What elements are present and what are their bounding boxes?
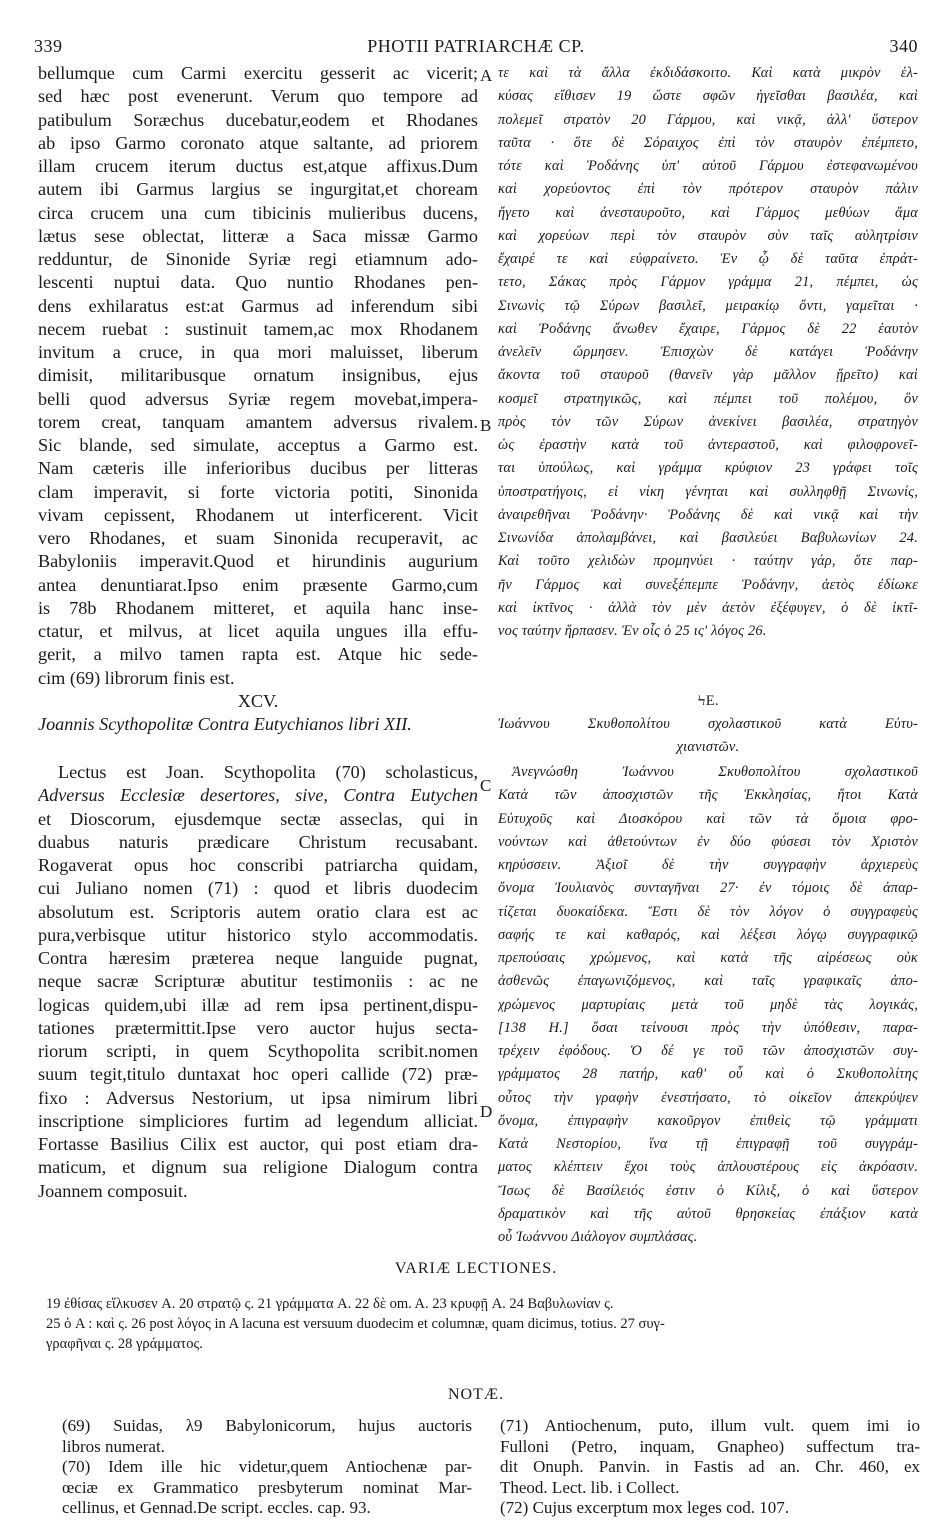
note-line: Theod. Lect. lib. i Collect. bbox=[500, 1477, 680, 1497]
latin-line: lescenti nuptui data. Quo nuntio Rhodanes pen- bbox=[38, 272, 478, 293]
latin-line: Nam cæteris ille inferioribus ducibus per litteras bbox=[38, 458, 478, 479]
greek-line: ἄκοντα τοῦ σταυροῦ (θανεῖν γὰρ μᾶλλον ᾕρεῖτο) καὶ bbox=[498, 367, 918, 384]
latin-line: dens exhilaratus est:at Garmus ad inferendum sibi bbox=[38, 295, 478, 316]
greek-line: τότε καὶ Ῥοδάνης ὑπ' αὐτοῦ Γάρμου ἐστεφανωμένου bbox=[498, 158, 918, 174]
latin-line: circa crucem una cum tibicinis mulieribus ducens, bbox=[38, 202, 478, 223]
greek-line: Σινωνίδα ἀπολαμβάνει, καὶ βασιλεύει Βαβυλωνίων 24. bbox=[498, 530, 918, 546]
greek-line: τε καὶ τὰ ἄλλα ἐκδιδάσκοιτο. Καὶ κατὰ μικρὸν ἑλ- bbox=[498, 65, 918, 81]
greek-line: πρεπούσαις χρώμενος, καὶ κατὰ τῆς αἱρέσεως οὐκ bbox=[498, 950, 918, 966]
latin-line: is 78b Rhodanem mitteret, et aquila hanc inse- bbox=[38, 597, 478, 618]
variant-line: 25 ὁ A : καὶ ς. 26 post λόγος in A lacuna est versuum duodecim et columnæ, quam dicimus, totius. 27 συγ- bbox=[46, 1316, 665, 1332]
greek-line: ὄνομα Ἰουλιανὸς συνταγῆναι 27· ἐν τόμοις δὲ ἀπαρ- bbox=[498, 880, 918, 897]
note-line: libros numerat. bbox=[62, 1436, 165, 1456]
note-line: (72) Cujus excerptum mox leges cod. 107. bbox=[500, 1498, 789, 1517]
greek-line: νούντων καὶ ἀθετούντων ἐν δύο φύσεσι τὸν Χριστὸν bbox=[498, 833, 918, 850]
latin-text-bottom bbox=[38, 761, 478, 1203]
latin-line: pura,verbisque utitur historico stylo accommodatis. bbox=[38, 924, 478, 945]
latin-line: Rogaverat opus hoc conscribi patriarcha quidam, bbox=[38, 855, 478, 875]
greek-line: [138 H.] ὅσαι τείνουσι πρὸς τὴν ὑπόθεσιν, παρα- bbox=[498, 1019, 918, 1036]
greek-text-top bbox=[498, 62, 918, 643]
latin-line: riorum scripti, in quem Scythopolita scribit.nomen bbox=[38, 1041, 478, 1061]
variae-lectiones bbox=[46, 1294, 926, 1354]
greek-line: Σινωνὶς τῷ Σύρων βασιλεῖ, μειρακίῳ ὄντι, γαμεῖται · bbox=[498, 297, 918, 314]
notae-heading: NOTÆ. bbox=[447, 1386, 505, 1403]
latin-line: redduntur, de Sinonide Syriæ regi etiamnum ado- bbox=[38, 249, 478, 269]
latin-line: absolutum est. Scriptoris autem oratio clara est ac bbox=[38, 901, 478, 922]
latin-line: patibulum Soræchus ducebatur,eodem et Rhodanes bbox=[38, 109, 478, 130]
margin-marker-a: A bbox=[480, 66, 493, 85]
margin-marker-d: D bbox=[480, 1102, 493, 1121]
greek-line: καὶ χορεύων περὶ τὸν σταυρὸν σὺν ταῖς αὐλητρίσιν bbox=[498, 227, 918, 244]
latin-line: Adversus Ecclesiæ desertores, sive, Contra Eutychen bbox=[38, 785, 478, 806]
greek-line: ὄνομα, ἐπιγραφὴν κακοῦργον ἐπιθεὶς τῷ γράμματι bbox=[498, 1112, 918, 1129]
greek-line: τρέχειν ἐφόδους. Ὁ δέ γε τοῦ τῶν ἀποσχιστῶν συγ- bbox=[498, 1043, 918, 1059]
greek-line: οὗ Ἰωάννου Διάλογον συμπλάσας. bbox=[498, 1229, 698, 1245]
greek-line: τετο, Σάκας πρὸς Γάρμον γράμμα 21, πέμπει, ὡς bbox=[498, 274, 918, 291]
latin-line: dimisit, militaribusque ornatum insignibus, ejus bbox=[38, 365, 478, 386]
latin-line: duabus naturis prædicare Christum recusabant. bbox=[38, 831, 478, 852]
note-line: (71) Antiochenum, puto, illum vult. quem imi io bbox=[500, 1416, 920, 1435]
greek-chapter-number: ϞΕ. bbox=[697, 693, 719, 709]
greek-line: ἀναιρεθῆναι Ῥοδάνην· Ῥοδάνης δὲ καὶ νικᾷ καὶ τὴν bbox=[498, 506, 918, 523]
latin-line: Joannem composuit. bbox=[38, 1180, 188, 1201]
greek-line: Ἀνεγνώσθη Ἰωάννου Σκυθοπολίτου σχολαστικοῦ bbox=[512, 764, 918, 780]
greek-line: οὗτος τὴν γραφὴν ἐνεστήσατο, τὸ οἰκεῖον ἀπεκρύψεν bbox=[498, 1089, 918, 1106]
margin-marker-c: C bbox=[480, 776, 492, 795]
latin-line: ctatur, et milvus, at licet aquila ungues illa effu- bbox=[38, 621, 478, 641]
greek-line: ἀσθενῶς ἐπαγωνιζόμενος, καὶ ταῖς γραφικαῖς ἀπο- bbox=[498, 973, 918, 990]
note-line: cellinus, et Gennad.De script. eccles. cap. 93. bbox=[62, 1498, 371, 1517]
greek-line: Ἴσως δὲ Βασίλειός ἐστιν ὁ Κίλιξ, ὁ καὶ ὕστερον bbox=[498, 1182, 918, 1199]
greek-line: κύσας εἴθισεν 19 ὥστε σφῶν ἡγεῖσθαι βασιλέα, καὶ bbox=[498, 88, 918, 105]
running-title: PHOTII PATRIARCHÆ CP. bbox=[367, 36, 585, 56]
greek-line: σαφής τε καὶ καθαρός, καὶ λέξεσι λόγῳ συγγραφικῷ bbox=[498, 926, 918, 943]
greek-line: ῆν Γάρμος καὶ συνεξέπεμπε Ῥοδάνην, ἀετὸς ἐδίωκε bbox=[498, 576, 918, 593]
latin-line: antea denuntiarat.Ipso enim præsente Garmo,cum bbox=[38, 574, 478, 595]
latin-line: fixo : Adversus Nestorium, ut ipsa nimirum libri bbox=[38, 1087, 478, 1108]
greek-text-bottom bbox=[498, 761, 918, 1249]
latin-text-top bbox=[38, 62, 478, 690]
latin-line: ab ipso Garmo coronato atque saltante, ad priorem bbox=[38, 132, 478, 153]
latin-line: Contra hæresim præterea neque languide pugnat, bbox=[38, 948, 478, 968]
greek-line: ἀνελεῖν ὥρμησεν. Ἐπισχὼν δὲ κατάγει Ῥοδάνην bbox=[498, 344, 918, 360]
greek-line: Καὶ τοῦτο χελιδὼν προμηνύει · ταύτην γάρ, ὅτε παρ- bbox=[498, 553, 918, 570]
latin-line: bellumque cum Carmi exercitu gesserit ac vicerit; bbox=[38, 63, 478, 83]
latin-line: suum tegit,titulo duntaxat hoc operi callide (72) præ- bbox=[38, 1064, 478, 1085]
greek-title-line: Ἰωάννου Σκυθοπολίτου σχολαστικοῦ κατὰ Εὐτυ- bbox=[498, 716, 918, 732]
greek-line: Εὐτυχοῦς καὶ Διοσκόρου καὶ τῶν τὰ ὅμοια φρο- bbox=[498, 810, 918, 827]
latin-line: Babyloniis imperavit.Quod et hirundinis augurium bbox=[38, 551, 478, 572]
greek-line: πολεμεῖ στρατὸν 20 Γάρμου, καὶ νικᾷ, ἀλλ' ὕστερον bbox=[498, 111, 918, 128]
greek-chapter-title bbox=[498, 713, 918, 760]
greek-line: χρώμενος μαρτυρίαις μετὰ τοῦ μηδὲ τὰς λογικάς, bbox=[498, 996, 918, 1013]
greek-line: ὡς ἐραστὴν κατὰ τοῦ ἀντεραστοῦ, καὶ φιλοφρονεῖ- bbox=[498, 437, 918, 453]
latin-line: illam crucem iterum ductus est,atque affixus.Dum bbox=[38, 156, 478, 176]
greek-line: ται ὑπούλως, καὶ γράμμα κρύφιον 23 γράφει τοῖς bbox=[498, 460, 918, 477]
note-line: dit Onuph. Panvin. in Fastis ad an. Chr. 460, ex bbox=[500, 1457, 920, 1476]
greek-line: τίζεται δυοκαίδεκα. Ἔστι δὲ τὸν λόγον ὁ συγγραφεὺς bbox=[498, 903, 918, 920]
latin-line: tationes prætermittit.Ipse vero auctor hujus secta- bbox=[38, 1017, 478, 1038]
latin-line: et Dioscorum, ejusdemque sectæ asseclas, qui in bbox=[38, 808, 478, 829]
latin-line: torem creat, tanquam amantem adversus rivalem. bbox=[38, 411, 478, 432]
latin-line: cim (69) librorum finis est. bbox=[38, 667, 235, 688]
greek-line: ὑποστρατήγοις, εἰ νίκη γένηται καὶ συλληφθῇ Σινωνίς, bbox=[498, 483, 918, 500]
latin-line: Fortasse Basilius Cilix est auctor, qui post etiam dra- bbox=[38, 1134, 478, 1154]
note-line: (69) Suidas, λ9 Babylonicorum, hujus auctoris bbox=[62, 1416, 472, 1435]
latin-line: gerit, a milvo tamen rapta est. Atque hic sede- bbox=[38, 644, 478, 665]
greek-line: νος ταύτην ἥρπασεν. Ἐν οἷς ὁ 25 ις' λόγος 26. bbox=[498, 623, 767, 639]
greek-line: πρὸς τὸν τῶν Σύρων ἀνεκίνει βασιλέα, στρατηγὸν bbox=[498, 413, 918, 430]
latin-line: vero Rhodanes, et suam Sinonida recuperavit, ac bbox=[38, 528, 478, 548]
greek-line: καὶ ἰκτῖνος · ἀλλὰ τὸν μὲν ἀετὸν ἐξέφυγεν, ὁ δὲ ἰκτῖ- bbox=[498, 599, 918, 616]
latin-line: cui Juliano nomen (71) : quod et libris duodecim bbox=[38, 878, 478, 899]
greek-line: ἤγετο καὶ ἀνεσταυροῦτο, καὶ Γάρμος μεθύων ἅμα bbox=[498, 204, 918, 221]
greek-line: ἔχαιρέ τε καὶ εὐφραίνετο. Ἐν ᾧ δὲ ταῦτα ἐπράτ- bbox=[498, 251, 918, 267]
latin-line: maticum, et dignum sua religione Dialogum contra bbox=[38, 1157, 478, 1178]
latin-line: lætus sese oblectat, litteræ a Saca missæ Garmo bbox=[38, 225, 478, 246]
greek-line: καὶ χορεύοντος ἐπὶ τὸν πρότερον σταυρὸν πάλιν bbox=[498, 181, 918, 198]
latin-line: necem ruebat : sustinuit tamem,ac mox Rhodanem bbox=[38, 318, 478, 339]
latin-line: vivam cepissent, Rhodanem ut interficerent. Vicit bbox=[38, 504, 478, 525]
latin-line: invitum a cruce, in qua mori maluisset, liberum bbox=[38, 342, 478, 362]
greek-line: καὶ Ῥοδάνης ἄνωθεν ἔχαιρε, Γάρμος δὲ 22 ἑαυτὸν bbox=[498, 320, 918, 337]
variant-line: γραφῆναι ς. 28 γράμματος. bbox=[46, 1336, 203, 1352]
margin-marker-b: B bbox=[480, 416, 492, 435]
latin-line: logicas quidem,ubi illæ ad rem ipsa pertinent,dispu- bbox=[38, 994, 478, 1015]
greek-line: Κατὰ Νεστορίου, ἵνα τῇ ἐπιγραφῇ τοῦ συγγράμ- bbox=[498, 1136, 918, 1152]
notes-right bbox=[500, 1416, 920, 1519]
latin-line: Lectus est Joan. Scythopolita (70) scholasticus, bbox=[58, 762, 478, 782]
greek-line: Κατὰ τῶν ἀποσχιστῶν τῆς Ἐκκλησίας, ἤτοι Κατὰ bbox=[498, 787, 918, 804]
latin-line: clam imperavit, si forte victoria potiti, Sinonida bbox=[38, 481, 478, 502]
note-line: Fulloni (Petro, inquam, Gnapheo) suffectum tra- bbox=[500, 1436, 920, 1456]
greek-line: κηρύσσειν. Ἀξιοῖ δὲ τὴν συγγραφὴν ἀρχιερεὺς bbox=[498, 857, 918, 873]
variae-lectiones-heading: VARIÆ LECTIONES. bbox=[394, 1260, 558, 1277]
note-line: (70) Idem ille hic videtur,quem Antiochenæ par- bbox=[62, 1457, 472, 1476]
latin-line: Sic blande, sed simulate, acceptus a Garmo est. bbox=[38, 435, 478, 455]
greek-line: κοσμεῖ στρατηγικῶς, καὶ πέμπει τοῦ πολέμου, ὃν bbox=[498, 390, 918, 407]
latin-chapter-number: XCV. bbox=[237, 691, 279, 711]
notes-left bbox=[62, 1416, 472, 1519]
page-number-left: 339 bbox=[34, 36, 63, 56]
latin-line: inscriptione simpliciores furtim ad legendum alliciat. bbox=[38, 1110, 478, 1131]
latin-line: neque sacræ Scripturæ abutitur testimoniis : ac ne bbox=[38, 971, 478, 992]
latin-line: belli quod adversus Syriæ regem movebat,impera- bbox=[38, 388, 478, 409]
greek-title-line: χιανιστῶν. bbox=[676, 739, 740, 756]
greek-line: ματος κλέπτειν ἔχοι τοὺς ἁπλουστέρους εἰς ἀκρόασιν. bbox=[498, 1159, 918, 1176]
page-number-right: 340 bbox=[889, 36, 918, 56]
latin-line: autem ibi Garmus largius se ingurgitat,et choream bbox=[38, 179, 478, 200]
greek-line: δραματικὸν καὶ τῆς αὐτοῦ θρησκείας ἐπάξιον κατὰ bbox=[498, 1205, 918, 1222]
greek-line: ταῦτα · ὅτε δὲ Σόραιχος ἐπὶ τὸν σταυρὸν ἐπέμπετο, bbox=[498, 134, 918, 151]
greek-line: γράμματος 28 πατήρ, καθ' οὗ καὶ ὁ Σκυθοπολίτης bbox=[498, 1066, 918, 1083]
variant-line: 19 ἐθίσας εἵλκυσεν A. 20 στρατῷ ς. 21 γράμματα A. 22 δὲ om. A. 23 κρυφῇ A. 24 Βαβυλωνίαν ς. bbox=[46, 1296, 614, 1312]
latin-chapter-title: Joannis Scythopolitæ Contra Eutychianos libri XII. bbox=[38, 714, 412, 734]
note-line: œciæ ex Grammatico presbyterum nominat Mar- bbox=[62, 1477, 472, 1497]
latin-line: sed hæc post evenerunt. Verum quo tempore ad bbox=[38, 86, 478, 107]
